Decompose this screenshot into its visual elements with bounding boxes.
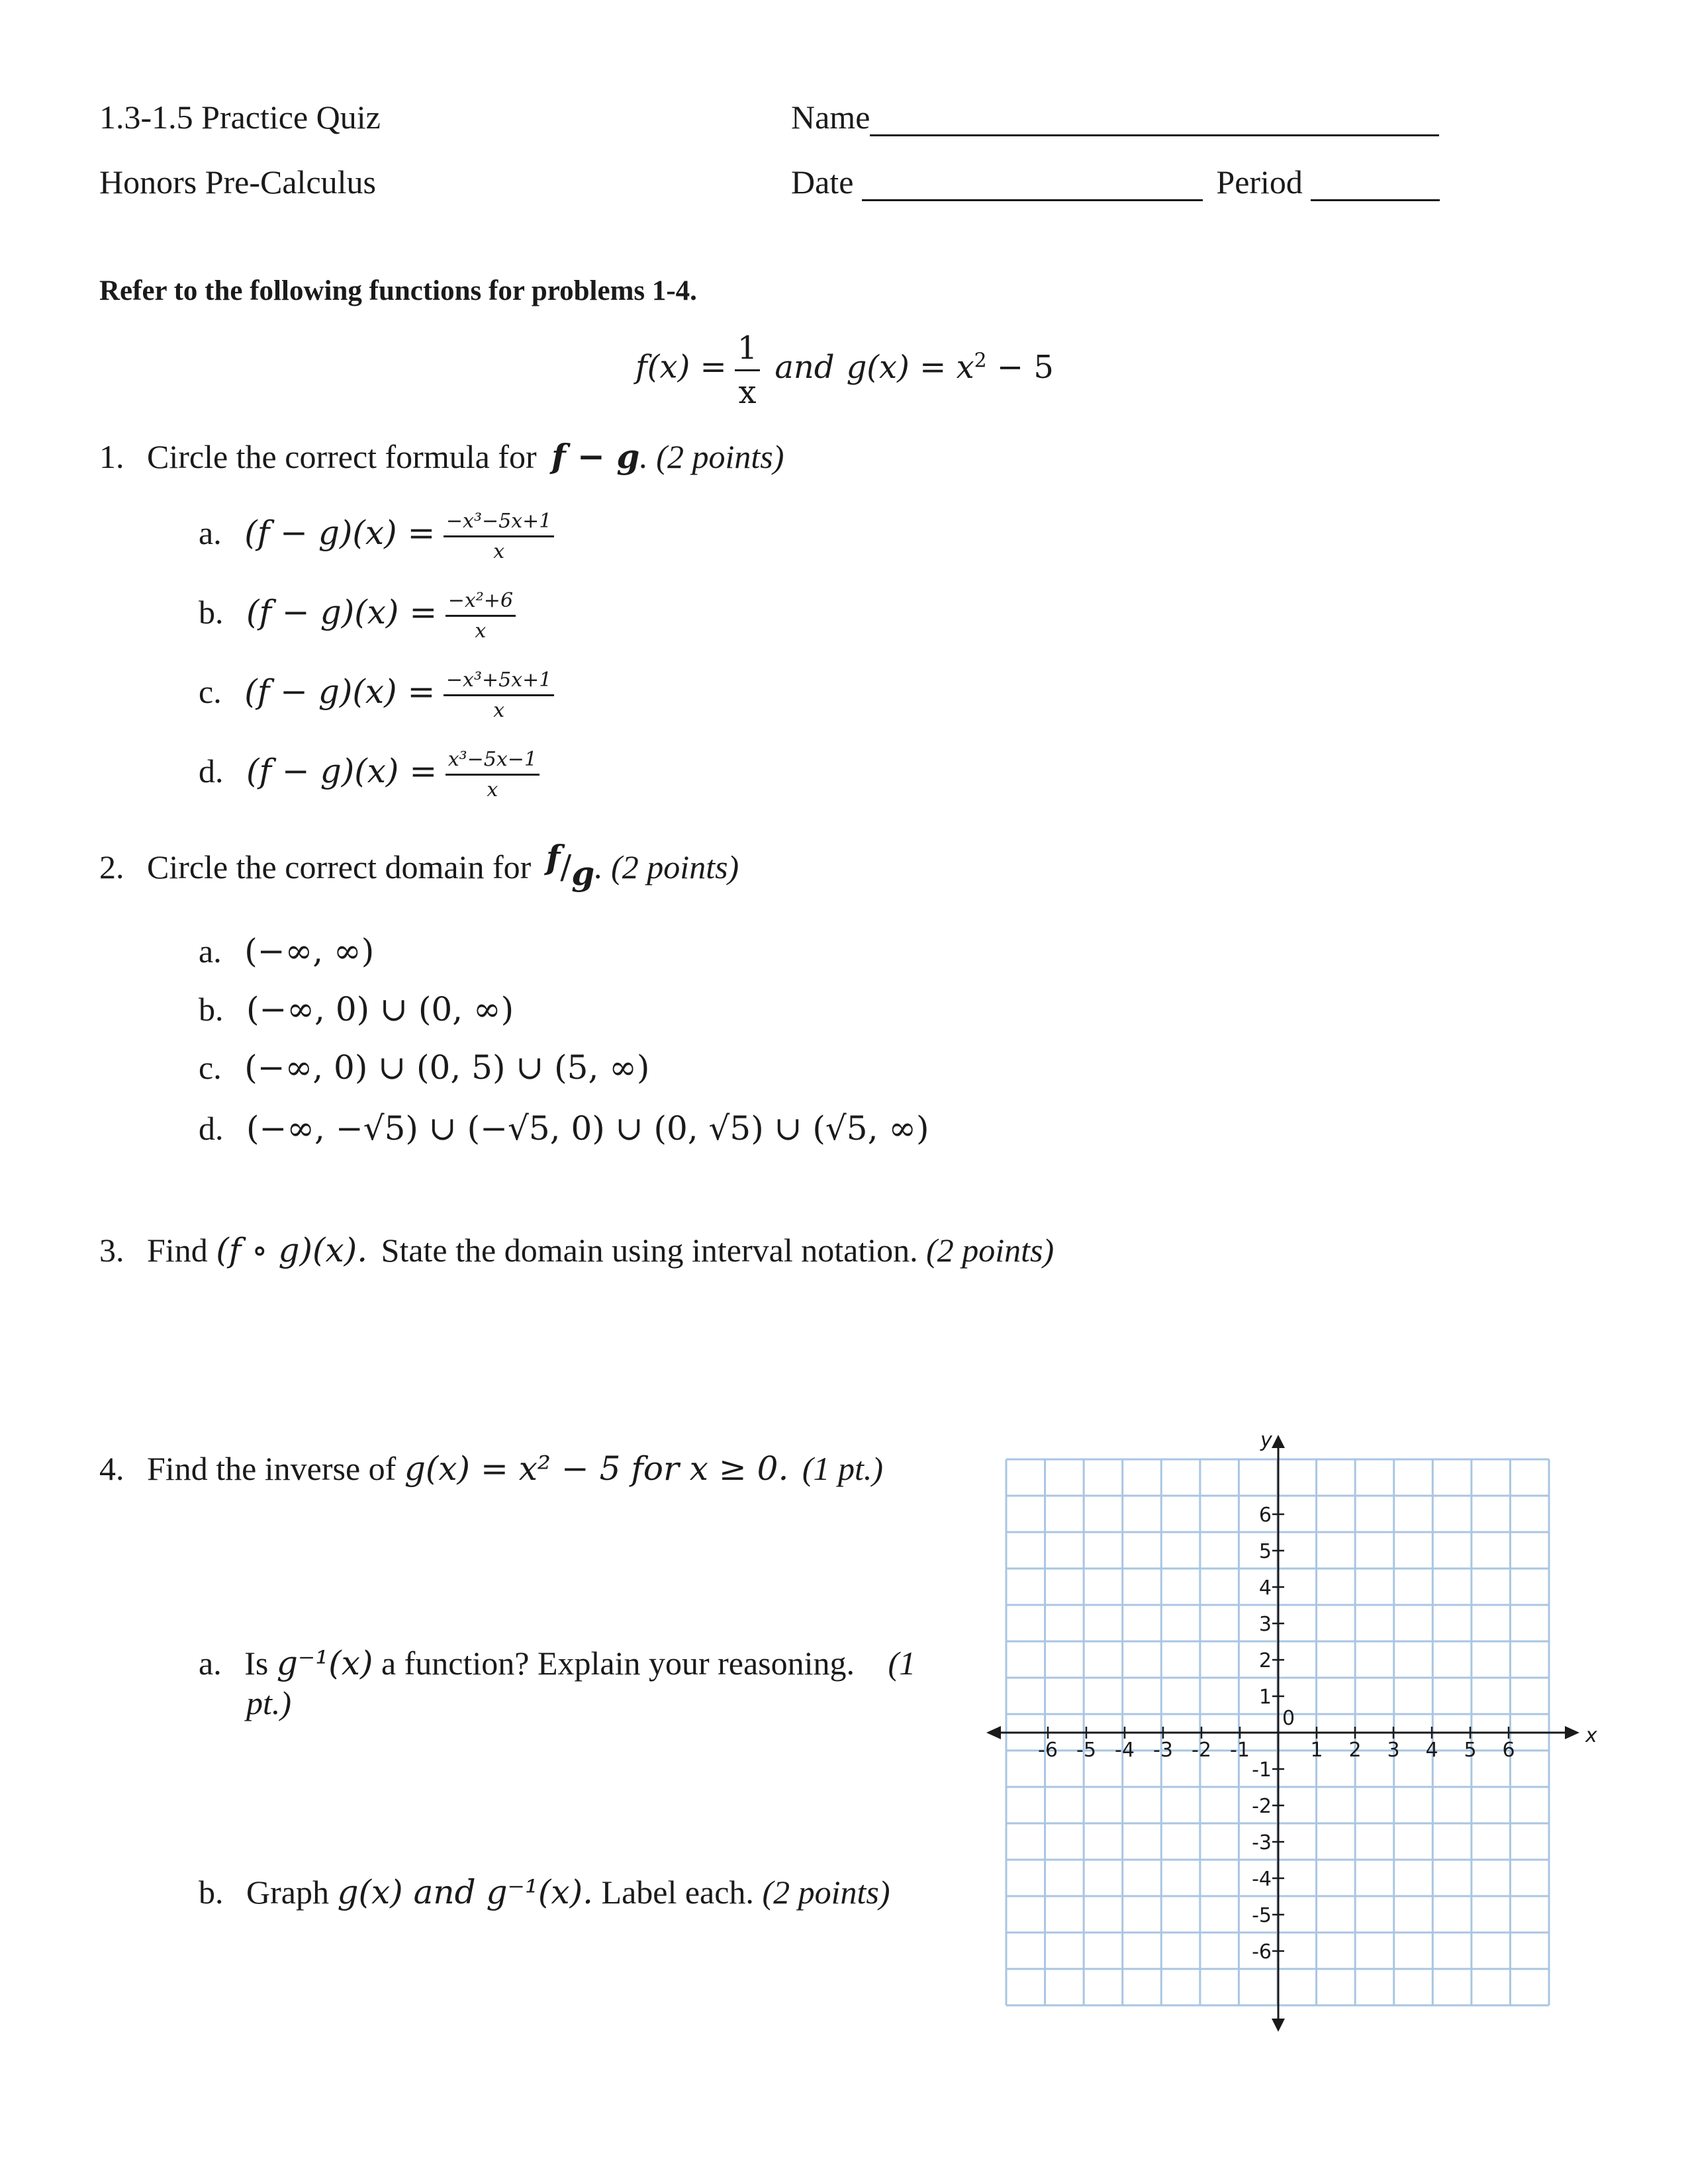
q2-option-d-letter: d. bbox=[199, 1110, 224, 1147]
axes bbox=[986, 1435, 1579, 2032]
question-1-points: . (2 points) bbox=[639, 438, 784, 475]
q1-option-d-letter: d. bbox=[199, 752, 224, 790]
question-4a-points-2: pt.) bbox=[246, 1684, 292, 1721]
q2-option-d-text: (−∞, −√5) ∪ (−√5, 0) ∪ (0, √5) ∪ (√5, ∞) bbox=[246, 1109, 929, 1148]
q1-option-d-fraction bbox=[445, 748, 539, 801]
y-axis-label: y bbox=[1260, 1430, 1272, 1452]
question-4a-letter: a. bbox=[199, 1645, 222, 1682]
question-4b-letter: b. bbox=[199, 1874, 224, 1911]
x-tick-label: 1 bbox=[1310, 1739, 1323, 1762]
q1-option-a-numerator: −x³−5x+1 bbox=[444, 510, 554, 537]
g-definition-base: g(x) = x bbox=[846, 348, 974, 386]
y-axis-bottom-arrow bbox=[1272, 2019, 1285, 2032]
y-tick-label: 4 bbox=[1258, 1576, 1272, 1600]
q1-option-a-fraction bbox=[444, 510, 554, 563]
q1-option-a-letter: a. bbox=[199, 514, 222, 551]
y-tick-label: -6 bbox=[1252, 1940, 1272, 1964]
q2-option-b-letter: b. bbox=[199, 991, 224, 1028]
y-tick-label: -1 bbox=[1252, 1758, 1272, 1782]
name-field[interactable] bbox=[791, 98, 1439, 136]
q1-option-c[interactable] bbox=[199, 668, 554, 722]
question-1-text: Circle the correct formula for bbox=[147, 438, 537, 475]
x-axis-left-arrow bbox=[986, 1726, 1001, 1739]
question-3-expr: (f ∘ g)(x). bbox=[216, 1231, 368, 1269]
q1-option-b-fraction bbox=[445, 589, 516, 643]
q1-option-c-denominator: x bbox=[493, 699, 505, 722]
y-tick-label: -5 bbox=[1252, 1904, 1272, 1927]
question-4b bbox=[199, 1873, 890, 1911]
question-3 bbox=[99, 1231, 1054, 1269]
x-tick-label: -6 bbox=[1038, 1739, 1058, 1762]
q1-option-b-numerator: −x²+6 bbox=[445, 589, 516, 617]
question-3-find: Find bbox=[147, 1232, 208, 1269]
question-4 bbox=[99, 1449, 883, 1488]
question-4-number: 4. bbox=[99, 1450, 124, 1487]
date-period-row bbox=[791, 163, 1440, 201]
x-tick-label: 5 bbox=[1464, 1739, 1477, 1762]
question-1-expr: f − g bbox=[551, 437, 640, 476]
y-tick-label: 2 bbox=[1258, 1649, 1272, 1672]
f-definition-lhs: f(x) = bbox=[635, 348, 727, 386]
date-label: Date bbox=[791, 163, 854, 201]
y-tick-label: 1 bbox=[1258, 1686, 1272, 1709]
question-1-number: 1. bbox=[99, 438, 124, 475]
question-4b-text-1: Graph bbox=[246, 1874, 329, 1911]
y-tick-label: 3 bbox=[1258, 1613, 1272, 1636]
question-4a bbox=[199, 1644, 915, 1682]
q1-option-c-lhs: (f − g)(x) = bbox=[244, 672, 436, 711]
q1-option-c-numerator: −x³+5x+1 bbox=[444, 668, 554, 696]
y-tick-label: -4 bbox=[1252, 1868, 1272, 1891]
q2-option-b[interactable] bbox=[199, 990, 514, 1028]
name-label: Name bbox=[791, 99, 870, 136]
q1-option-a-denominator: x bbox=[493, 540, 505, 563]
question-4b-points: (2 points) bbox=[762, 1874, 890, 1911]
question-4-points: (1 pt.) bbox=[802, 1450, 884, 1487]
name-blank[interactable] bbox=[870, 105, 1439, 136]
x-tick-label: -2 bbox=[1192, 1739, 1211, 1762]
q2-option-a[interactable] bbox=[199, 932, 374, 970]
question-4-expr: g(x) = x² − 5 for x ≥ 0. bbox=[404, 1449, 789, 1488]
question-3-text: State the domain using interval notation. bbox=[381, 1232, 918, 1269]
q1-option-d-denominator: x bbox=[487, 778, 498, 801]
g-exponent: 2 bbox=[974, 349, 987, 373]
x-axis-label: x bbox=[1585, 1724, 1597, 1747]
question-4a-points-1: (1 bbox=[888, 1645, 916, 1682]
question-2 bbox=[99, 838, 739, 893]
question-2-points: . (2 points) bbox=[594, 848, 739, 886]
q1-option-b-lhs: (f − g)(x) = bbox=[246, 592, 438, 631]
question-4a-text-2: a function? Explain your reasoning. bbox=[381, 1645, 855, 1682]
and-text: and bbox=[774, 348, 835, 386]
quiz-title: 1.3-1.5 Practice Quiz bbox=[99, 99, 381, 136]
question-4-find: Find the inverse of bbox=[147, 1450, 397, 1487]
x-tick-label: 3 bbox=[1387, 1739, 1400, 1762]
x-tick-label: -1 bbox=[1230, 1739, 1250, 1762]
question-4b-expr: g(x) and g⁻¹(x). bbox=[337, 1873, 594, 1911]
question-1 bbox=[99, 437, 784, 476]
x-tick-label: -4 bbox=[1115, 1739, 1135, 1762]
question-3-points: (2 points) bbox=[926, 1232, 1055, 1269]
q1-option-a[interactable] bbox=[199, 510, 554, 563]
y-tick-label: 5 bbox=[1258, 1540, 1272, 1563]
q1-option-b-letter: b. bbox=[199, 593, 224, 631]
q1-option-d-lhs: (f − g)(x) = bbox=[246, 751, 438, 790]
functions-instruction: Refer to the following functions for problems 1-4. bbox=[99, 275, 697, 306]
course-name: Honors Pre-Calculus bbox=[99, 163, 376, 201]
q2-option-a-letter: a. bbox=[199, 933, 222, 970]
y-tick-label: -2 bbox=[1252, 1795, 1272, 1818]
f-definition-fraction bbox=[735, 330, 761, 411]
y-axis-top-arrow bbox=[1272, 1435, 1285, 1448]
q1-option-b[interactable] bbox=[199, 589, 516, 643]
g-definition-tail: − 5 bbox=[986, 348, 1054, 386]
x-tick-label: 4 bbox=[1425, 1739, 1438, 1762]
q1-option-d-numerator: x³−5x−1 bbox=[445, 748, 539, 776]
q2-option-b-text: (−∞, 0) ∪ (0, ∞) bbox=[246, 990, 514, 1028]
q1-option-a-lhs: (f − g)(x) = bbox=[244, 513, 436, 552]
coordinate-grid[interactable] bbox=[980, 1430, 1602, 2038]
q1-option-c-fraction bbox=[444, 668, 554, 722]
y-tick-label: 6 bbox=[1258, 1504, 1272, 1527]
x-axis-right-arrow bbox=[1565, 1726, 1579, 1739]
question-2-text: Circle the correct domain for bbox=[147, 848, 532, 886]
question-2-g: g bbox=[571, 854, 595, 893]
question-2-f: f bbox=[545, 838, 561, 877]
q2-option-c-text: (−∞, 0) ∪ (0, 5) ∪ (5, ∞) bbox=[244, 1048, 650, 1087]
q1-option-d[interactable] bbox=[199, 748, 539, 801]
question-4a-text-1: Is bbox=[244, 1645, 269, 1682]
date-blank[interactable] bbox=[862, 170, 1203, 201]
question-2-slash: / bbox=[560, 848, 572, 886]
q2-option-c[interactable] bbox=[199, 1048, 649, 1087]
question-4a-expr: g⁻¹(x) bbox=[276, 1644, 373, 1682]
question-2-number: 2. bbox=[99, 848, 124, 886]
q1-option-b-denominator: x bbox=[475, 619, 487, 643]
q2-option-a-text: (−∞, ∞) bbox=[244, 932, 375, 970]
q2-option-d[interactable] bbox=[199, 1109, 929, 1148]
question-4b-text-2: Label each. bbox=[601, 1874, 754, 1911]
question-3-number: 3. bbox=[99, 1232, 124, 1269]
q1-option-c-letter: c. bbox=[199, 672, 222, 710]
x-tick-label: -3 bbox=[1153, 1739, 1173, 1762]
q2-option-c-letter: c. bbox=[199, 1049, 222, 1086]
f-denominator: x bbox=[738, 374, 757, 411]
g-definition bbox=[847, 349, 1054, 386]
period-label: Period bbox=[1216, 163, 1303, 201]
function-definitions bbox=[635, 330, 1054, 411]
origin-label: 0 bbox=[1282, 1707, 1295, 1730]
x-tick-label: 6 bbox=[1502, 1739, 1515, 1762]
f-numerator: 1 bbox=[735, 330, 761, 371]
x-tick-label: 2 bbox=[1348, 1739, 1362, 1762]
y-tick-label: -3 bbox=[1252, 1831, 1272, 1854]
x-tick-label: -5 bbox=[1076, 1739, 1096, 1762]
period-blank[interactable] bbox=[1311, 170, 1440, 201]
